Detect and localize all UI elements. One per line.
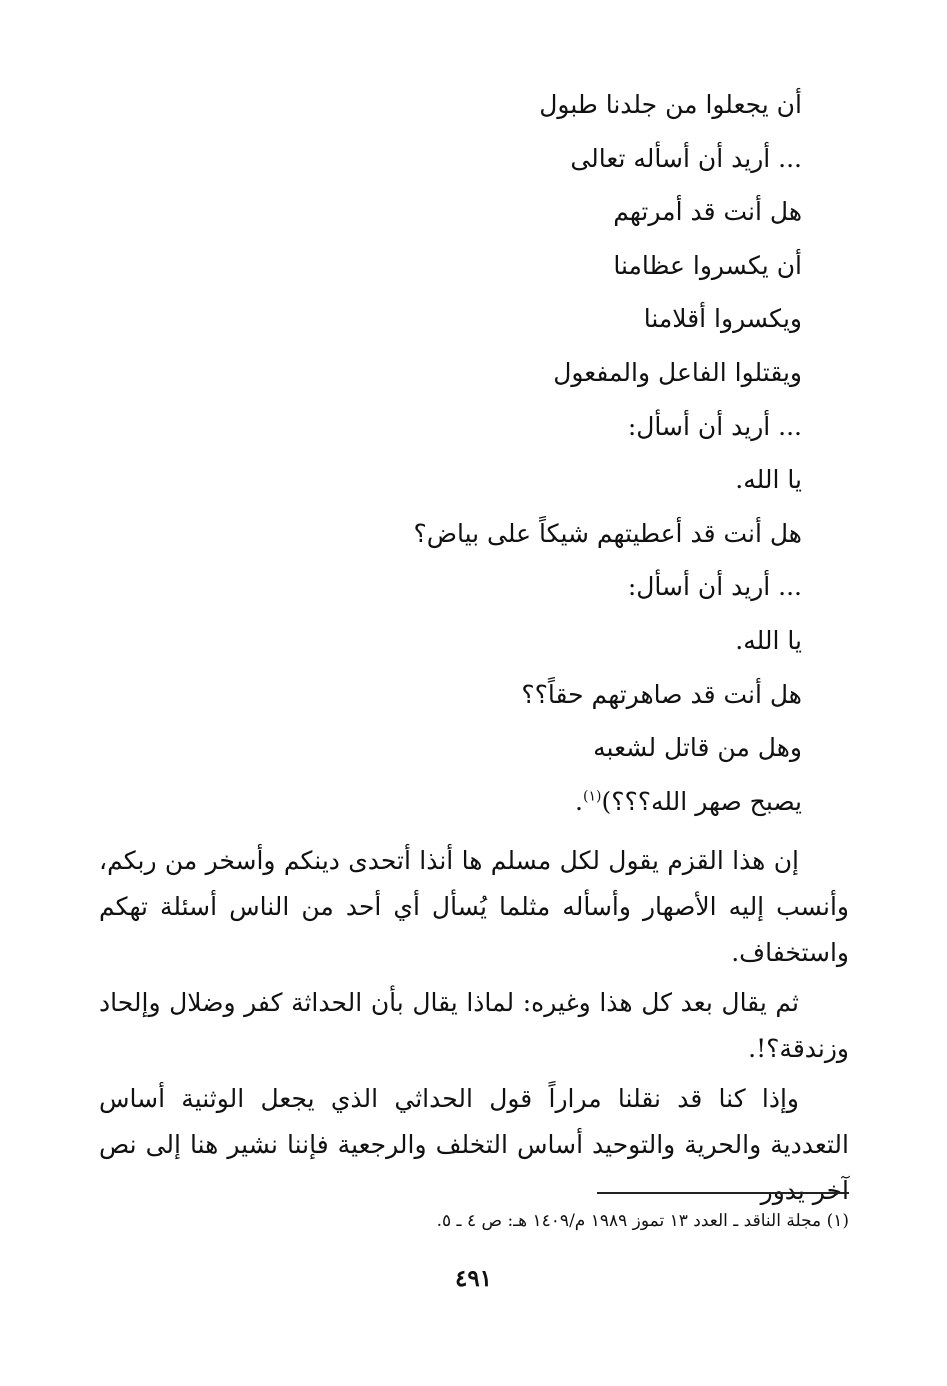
poem-line: أن يكسروا عظامنا xyxy=(613,250,802,280)
paragraph: ثم يقال بعد كل هذا وغيره: لماذا يقال بأن الحداثة كفر وضلال وإلحاد وزندقة؟!. xyxy=(99,988,849,1063)
footnote-divider xyxy=(597,1192,849,1194)
poem-line: أن يجعلوا من جلدنا طبول xyxy=(539,90,802,119)
poem-line: ... أريد أن أسأله تعالى xyxy=(570,143,802,173)
page-number: ٤٩١ xyxy=(454,1265,493,1292)
poem-line: هل أنت قد صاهرتهم حقاً؟؟ xyxy=(521,679,802,709)
poem-line: ... أريد أن أسأل: xyxy=(627,572,802,602)
poem-line: ويقتلوا الفاعل والمفعول xyxy=(553,357,802,387)
footnote-reference: (١) xyxy=(582,788,602,805)
body-text xyxy=(99,838,849,1218)
poem-excerpt xyxy=(282,78,802,828)
poem-line: ويكسروا أقلامنا xyxy=(643,304,802,334)
poem-line-last xyxy=(282,775,802,829)
poem-line: هل أنت قد أعطيتهم شيكاً على بياض؟ xyxy=(413,518,802,548)
poem-line-end: . xyxy=(575,786,583,816)
paragraph: وإذا كنا قد نقلنا مراراً قول الحداثي الذي يجعل الوثنية أساس التعددية والحرية والتوحيد أساس التخلف والرجعية فإننا نشير هنا إلى نص آخر يدور xyxy=(99,1084,849,1205)
poem-line: يا الله. xyxy=(735,465,802,495)
poem-line: ... أريد أن أسأل: xyxy=(627,411,802,441)
poem-line: هل أنت قد أمرتهم xyxy=(613,197,802,227)
poem-line-text: يصبح صهر الله؟؟؟) xyxy=(601,786,802,816)
paragraph: إن هذا القزم يقول لكل مسلم ها أنذا أتحدى دينكم وأسخر من ربكم، وأنسب إليه الأصهار وأسأله مثلما يُسأل أي أحد من الناس أسئلة تهكم واستخفاف. xyxy=(99,846,849,967)
poem-line: وهل من قاتل لشعبه xyxy=(593,733,802,763)
poem-line: يا الله. xyxy=(735,625,802,655)
footnote: (١) مجلة الناقد ـ العدد ١٣ تموز ١٩٨٩ م/١٤٠٩ هـ: ص ٤ ـ ٥. xyxy=(436,1211,849,1231)
